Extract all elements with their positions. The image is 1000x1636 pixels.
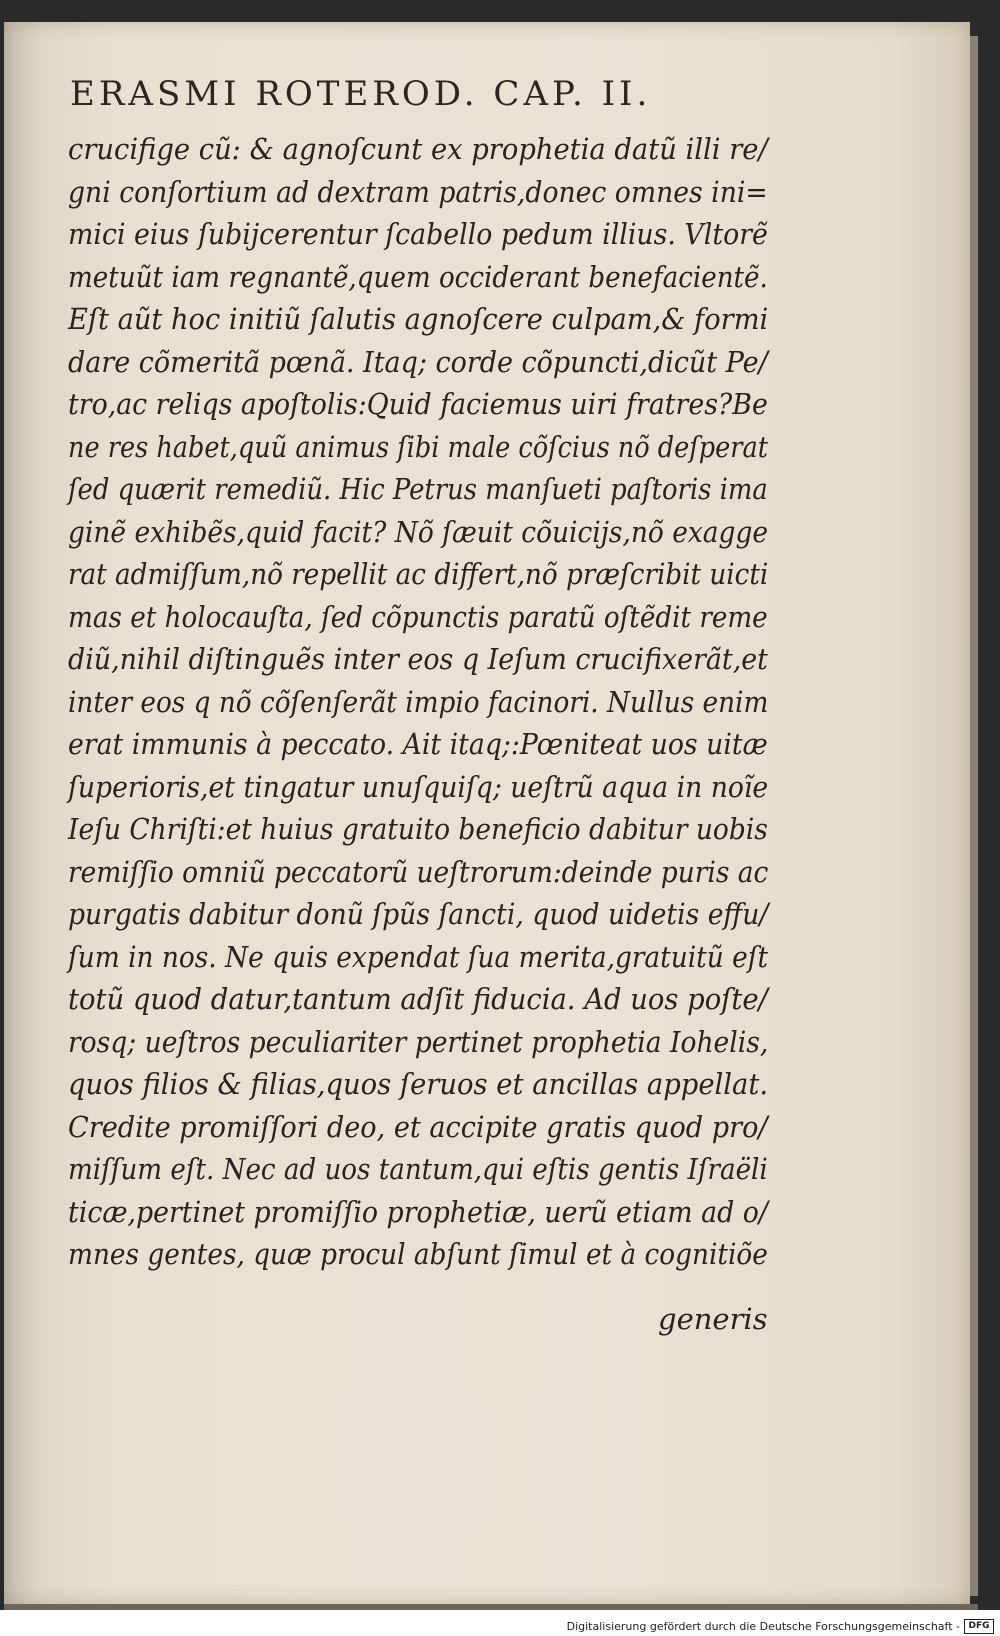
text-line: erat immunis à peccato. Ait itaq;:Pœniteat uos uitæ: [68, 727, 768, 761]
text-line: ne res habet,quũ animus ſibi male cõſcius nõ deſperat: [68, 429, 768, 464]
text-block: [68, 128, 768, 1276]
text-line: quos filios & filias,quos ſeruos et ancillas appellat.: [68, 1067, 769, 1101]
text-line: Eſt aũt hoc initiũ ſalutis agnoſcere culpam,& formi: [68, 302, 769, 336]
text-line: tro,ac reliqs apoſtolis:Quid faciemus uiri fratres?Be: [68, 387, 768, 421]
text-line: rosq; ueſtros peculiariter pertinet prophetia Iohelis,: [68, 1024, 769, 1059]
text-line: gni conſortium ad dextram patris,donec omnes ini=: [68, 174, 768, 209]
text-line: crucifige cũ: & agnoſcunt ex prophetia datũ illi re/: [68, 132, 768, 166]
text-line: ticæ,pertinet promiſſio prophetiæ, uerũ etiam ad o/: [68, 1194, 768, 1229]
text-line: ſum in nos. Ne quis expendat ſua merita,gratuitũ eſt: [68, 939, 769, 974]
catchword: generis: [658, 1302, 768, 1336]
page-edge-bottom: [4, 1604, 978, 1610]
text-line: Ieſu Chriſti:et huius gratuito beneficio dabitur uobis: [68, 812, 768, 846]
text-line: inter eos q nõ cõſenſerãt impio facinori. Nullus enim: [68, 684, 769, 719]
text-line: purgatis dabitur donũ ſpũs ſancti, quod uidetis effu/: [68, 897, 769, 931]
footer-note: Digitalisierung gefördert durch die Deutsche Forschungsgemeinschaft -: [566, 1620, 960, 1633]
text-line: dare cõmeritã pœnã. Itaq; corde cõpuncti,dicũt Pe/: [68, 344, 768, 379]
page-edge-right: [970, 36, 978, 1596]
text-line: mnes gentes, quæ procul abſunt ſimul et à cognitiõe: [68, 1237, 768, 1271]
text-line: remiſſio omniũ peccatorũ ueſtrorum:deinde puris ac: [68, 854, 769, 889]
text-line: mici eius ſubijcerentur ſcabello pedum illius. Vltorẽ: [68, 217, 768, 251]
text-line: ſuperioris,et tingatur unuſquiſq; ueſtrũ aqua in noĩe: [68, 769, 769, 804]
text-line: metuũt iam regnantẽ,quem occiderant benefacientẽ.: [68, 259, 768, 294]
text-line: Credite promiſſori deo, et accipite gratis quod pro/: [68, 1109, 768, 1144]
text-line: diũ,nihil diſtinguẽs inter eos q Ieſum crucifixerãt,et: [68, 642, 768, 676]
text-line: ginẽ exhibẽs,quid facit? Nõ ſæuit cõuicijs,nõ exagge: [68, 514, 769, 549]
text-line: rat admiſſum,nõ repellit ac differt,nõ præſcribit uicti: [68, 557, 769, 591]
text-line: totũ quod datur,tantum adſit fiducia. Ad uos poſte/: [68, 982, 768, 1016]
text-line: ſed quærit remediũ. Hic Petrus manſueti paſtoris ima: [68, 472, 768, 506]
text-line: mas et holocauſta, ſed cõpunctis paratũ oſtẽdit reme: [68, 599, 768, 634]
text-line: miſſum eſt. Nec ad uos tantum,qui eſtis gentis Iſraëli: [68, 1152, 768, 1186]
dfg-logo: DFG: [964, 1619, 994, 1634]
running-head: ERASMI ROTEROD. CAP. II.: [70, 74, 652, 114]
